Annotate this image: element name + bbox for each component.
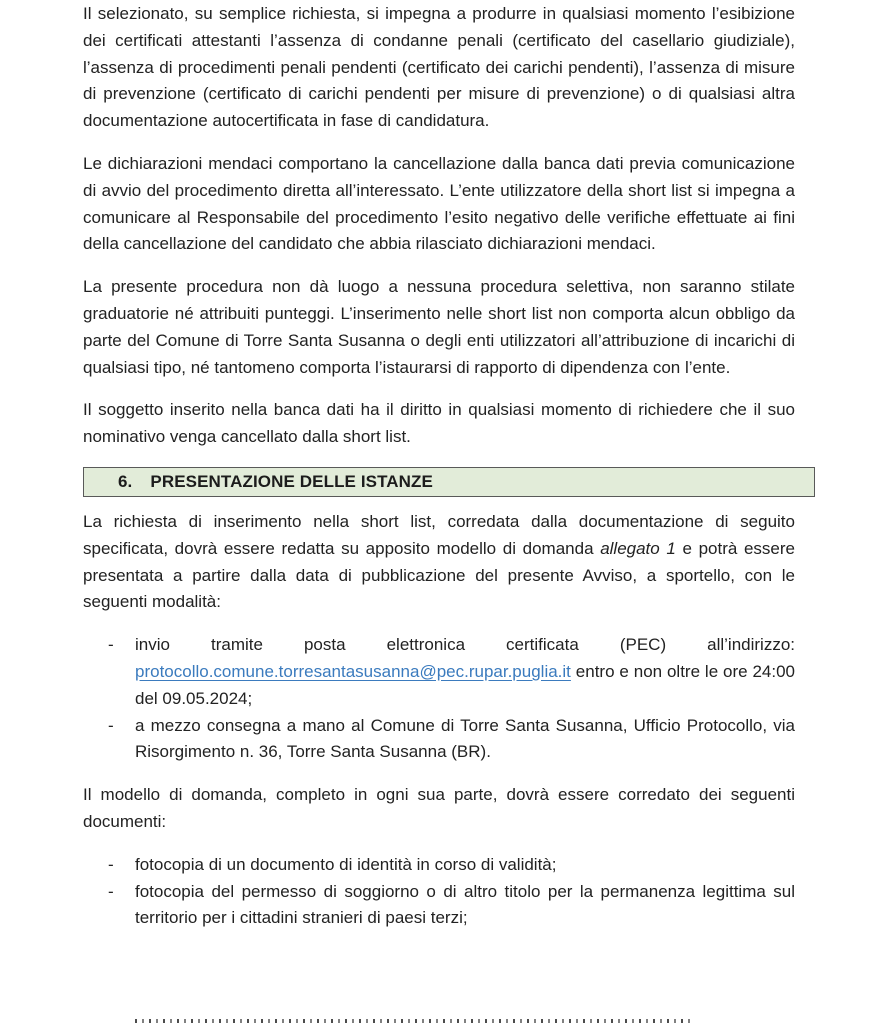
- clipped-text-line: [135, 1019, 695, 1023]
- para-richiesta-inserimento: [83, 509, 795, 616]
- para-diritto-cancellazione: Il soggetto inserito nella banca dati ha il diritto in qualsiasi momento di richiedere che il suo nominativo venga cancellato dalla short list.: [83, 400, 795, 447]
- section-heading-number: 6.: [118, 471, 133, 491]
- list-item-documento-identita: [83, 852, 795, 879]
- delivery-methods-list: [83, 632, 795, 766]
- list-item-consegna-mano: [83, 713, 795, 767]
- required-documents-list: [83, 852, 795, 932]
- section-6-heading: [83, 467, 815, 497]
- para-certificati: Il selezionato, su semplice richiesta, si impegna a produrre in qualsiasi momento l’esibizione dei certificati attestanti l’assenza di condanne penali (certificato del casellario giudiziale), l’assenza di procedimenti penali pendenti (certificato dei carichi pendenti), l’assenza di misure di prevenzione (certificato di carichi pendenti per misure di prevenzione) o di qualsiasi altra documentazione autocertificata in fase di candidatura.: [83, 4, 795, 131]
- para-dichiarazioni-mendaci: Le dichiarazioni mendaci comportano la cancellazione dalla banca dati previa comunicazione di avvio del procedimento diretta all’interessato. L’ente utilizzatore della short list si impegna a comunicare al Responsabile del procedimento l’esito negativo delle verifiche effettuate ai fini della cancellazione del candidato che abbia rilasciato dichiarazioni mendaci.: [83, 153, 795, 254]
- pec-item-text-after: entro e non oltre le ore 24:00 del 09.05.2024;: [135, 661, 795, 708]
- list-item-permesso-soggiorno: [83, 879, 795, 933]
- para-richiesta-text-after: e potrà essere presentata a partire dalla data di pubblicazione del presente Avviso, a sportello, con le seguenti modalità:: [83, 538, 795, 612]
- pec-email-link[interactable]: protocollo.comune.torresantasusanna@pec.rupar.puglia.it: [135, 661, 571, 681]
- allegato-1-reference: allegato 1: [600, 538, 676, 558]
- section-heading-title: PRESENTAZIONE DELLE ISTANZE: [150, 471, 433, 491]
- dash-marker: -: [108, 854, 114, 874]
- dash-marker: -: [108, 635, 114, 655]
- permesso-soggiorno-text: fotocopia del permesso di soggiorno o di altro titolo per la permanenza legittima sul territorio per i cittadini stranieri di paesi terzi;: [135, 881, 795, 928]
- para-procedura-selettiva: La presente procedura non dà luogo a nessuna procedura selettiva, non saranno stilate graduatorie né attribuiti punteggi. L’inserimento nelle short list non comporta alcun obbligo da parte del Comune di Torre Santa Susanna o degli enti utilizzatori all’attribuzione di incarichi di qualsiasi tipo, né tantomeno comporta l’istaurarsi di rapporto di dipendenza con l’ente.: [83, 277, 795, 377]
- consegna-mano-text: a mezzo consegna a mano al Comune di Torre Santa Susanna, Ufficio Protocollo, via Risorgimento n. 36, Torre Santa Susanna (BR).: [135, 715, 795, 762]
- list-item-pec: [83, 632, 795, 712]
- para-richiesta-text-before: La richiesta di inserimento nella short list, corredata dalla documentazione di seguito specificata, dovrà essere redatta su apposito modello di domanda: [83, 511, 795, 558]
- dash-marker: -: [108, 715, 114, 735]
- pec-item-text-before: invio tramite posta elettronica certificata (PEC) all’indirizzo:: [135, 635, 795, 655]
- dash-marker: -: [108, 881, 114, 901]
- para-modello-domanda: Il modello di domanda, completo in ogni sua parte, dovrà essere corredato dei seguenti documenti:: [83, 785, 795, 831]
- documento-identita-text: fotocopia di un documento di identità in corso di validità;: [135, 854, 557, 874]
